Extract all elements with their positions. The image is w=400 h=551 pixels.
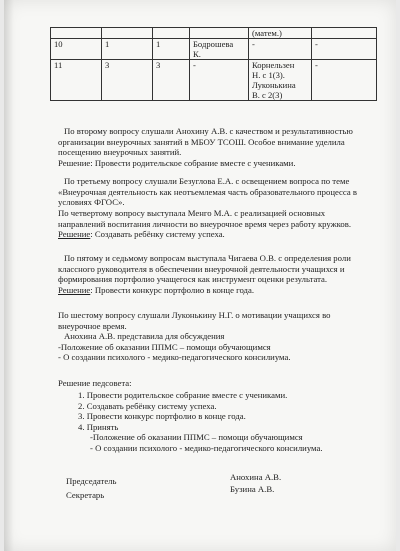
decision-list <box>78 390 368 454</box>
decision-title: Решение педсовета: <box>58 378 132 388</box>
table-cell <box>190 28 249 39</box>
decision-label: Решение <box>58 284 91 295</box>
paragraph-line: - О создании психолого - медико-педагогического консилиума. <box>58 352 291 363</box>
chair-name: Анохина А.В. <box>230 472 282 482</box>
decision-line <box>58 229 358 240</box>
table-cell: - <box>312 39 377 60</box>
table-cell: 3 <box>102 60 153 101</box>
paragraph-text: По третьему вопросу слушали Безуглова Е.А. с освещением вопроса по теме «Внеурочная деятельность как неотъемлемая часть образовательного процесса в условиях ФГОС». <box>58 176 357 208</box>
table-cell: Корнельзен Н. с 1(3). Луконькина В. с 2(3) <box>249 60 312 101</box>
decision-label: Решение <box>58 157 91 168</box>
list-item: 1. Провести родительское собрание вместе с учениками. <box>78 390 288 400</box>
paragraph-q3 <box>58 176 358 208</box>
paragraph-text: По шестому вопросу слушали Луконькину Н.Г. о мотивации учащихся во внеурочное время. <box>58 310 331 331</box>
table-cell: 3 <box>153 60 190 101</box>
document-page <box>4 0 396 551</box>
table-row <box>51 60 377 101</box>
decision-line <box>58 158 358 169</box>
list-item: 3. Провести конкурс портфолио в конце года. <box>78 411 246 422</box>
table-cell <box>153 28 190 39</box>
list-subitem: -Положение об оказании ППМС – помощи обучающимся <box>90 432 303 443</box>
decision-line <box>58 285 358 296</box>
list-subitem: - О создании психолого - медико-педагогического консилиума. <box>90 442 323 453</box>
paragraph-text: По второму вопросу слушали Анохину А.В. с качеством и результативностью организации внеурочных занятий в МБОУ ТСОШ. Особое внимание уделила посещению внеурочных занятий. <box>58 126 353 158</box>
list-item: 4. Принять <box>78 421 119 432</box>
table-cell: 10 <box>51 39 102 60</box>
results-table <box>50 27 377 101</box>
list-item: 2. Создавать ребёнку систему успеха. <box>78 400 217 411</box>
table-cell: - <box>312 60 377 101</box>
decision-text: : Провести конкурс портфолио в конце года. <box>90 284 254 295</box>
table-cell <box>312 28 377 39</box>
paragraph-q2 <box>58 126 358 168</box>
table-cell: Бодрошева К. <box>190 39 249 60</box>
table-cell: 1 <box>102 39 153 60</box>
table-row <box>51 39 377 60</box>
paragraph-q5 <box>58 253 358 295</box>
paragraph-line: -Положение об оказании ППМС – помощи обучающимся <box>58 341 271 352</box>
table-cell: - <box>190 60 249 101</box>
secretary-name: Бузина А.В. <box>230 484 275 494</box>
paragraph-text: По четвертому вопросу выступала Менго М.А. с реализацией основных направлений воспитания личности во внеурочное время через работу кружков. <box>58 208 352 229</box>
table-cell: (матем.) <box>249 28 312 39</box>
secretary-label: Секретарь <box>66 490 105 500</box>
paragraph-q6 <box>58 310 358 363</box>
table-cell <box>102 28 153 39</box>
paragraph-q4 <box>58 208 358 240</box>
paragraph-text: По пятому и седьмому вопросам выступала Чигаева О.В. с определения роли классного руководителя в обеспечении внеурочной деятельности учащихся и формирования портфолио учащегося как инструмент оценки результата. <box>58 253 351 285</box>
table-cell: 11 <box>51 60 102 101</box>
table-cell: - <box>249 39 312 60</box>
paragraph-line: Анохина А.В. представила для обсуждения <box>64 331 225 342</box>
table-cell: 1 <box>153 39 190 60</box>
decision-text: : Провести родительское собрание вместе с учениками. <box>90 157 296 168</box>
decision-label: Решение <box>58 229 91 240</box>
table-row <box>51 28 377 39</box>
table-cell <box>51 28 102 39</box>
chair-label: Председатель <box>66 476 117 486</box>
decision-text: : Создавать ребёнку систему успеха. <box>90 229 225 240</box>
page-shadow <box>4 0 14 551</box>
